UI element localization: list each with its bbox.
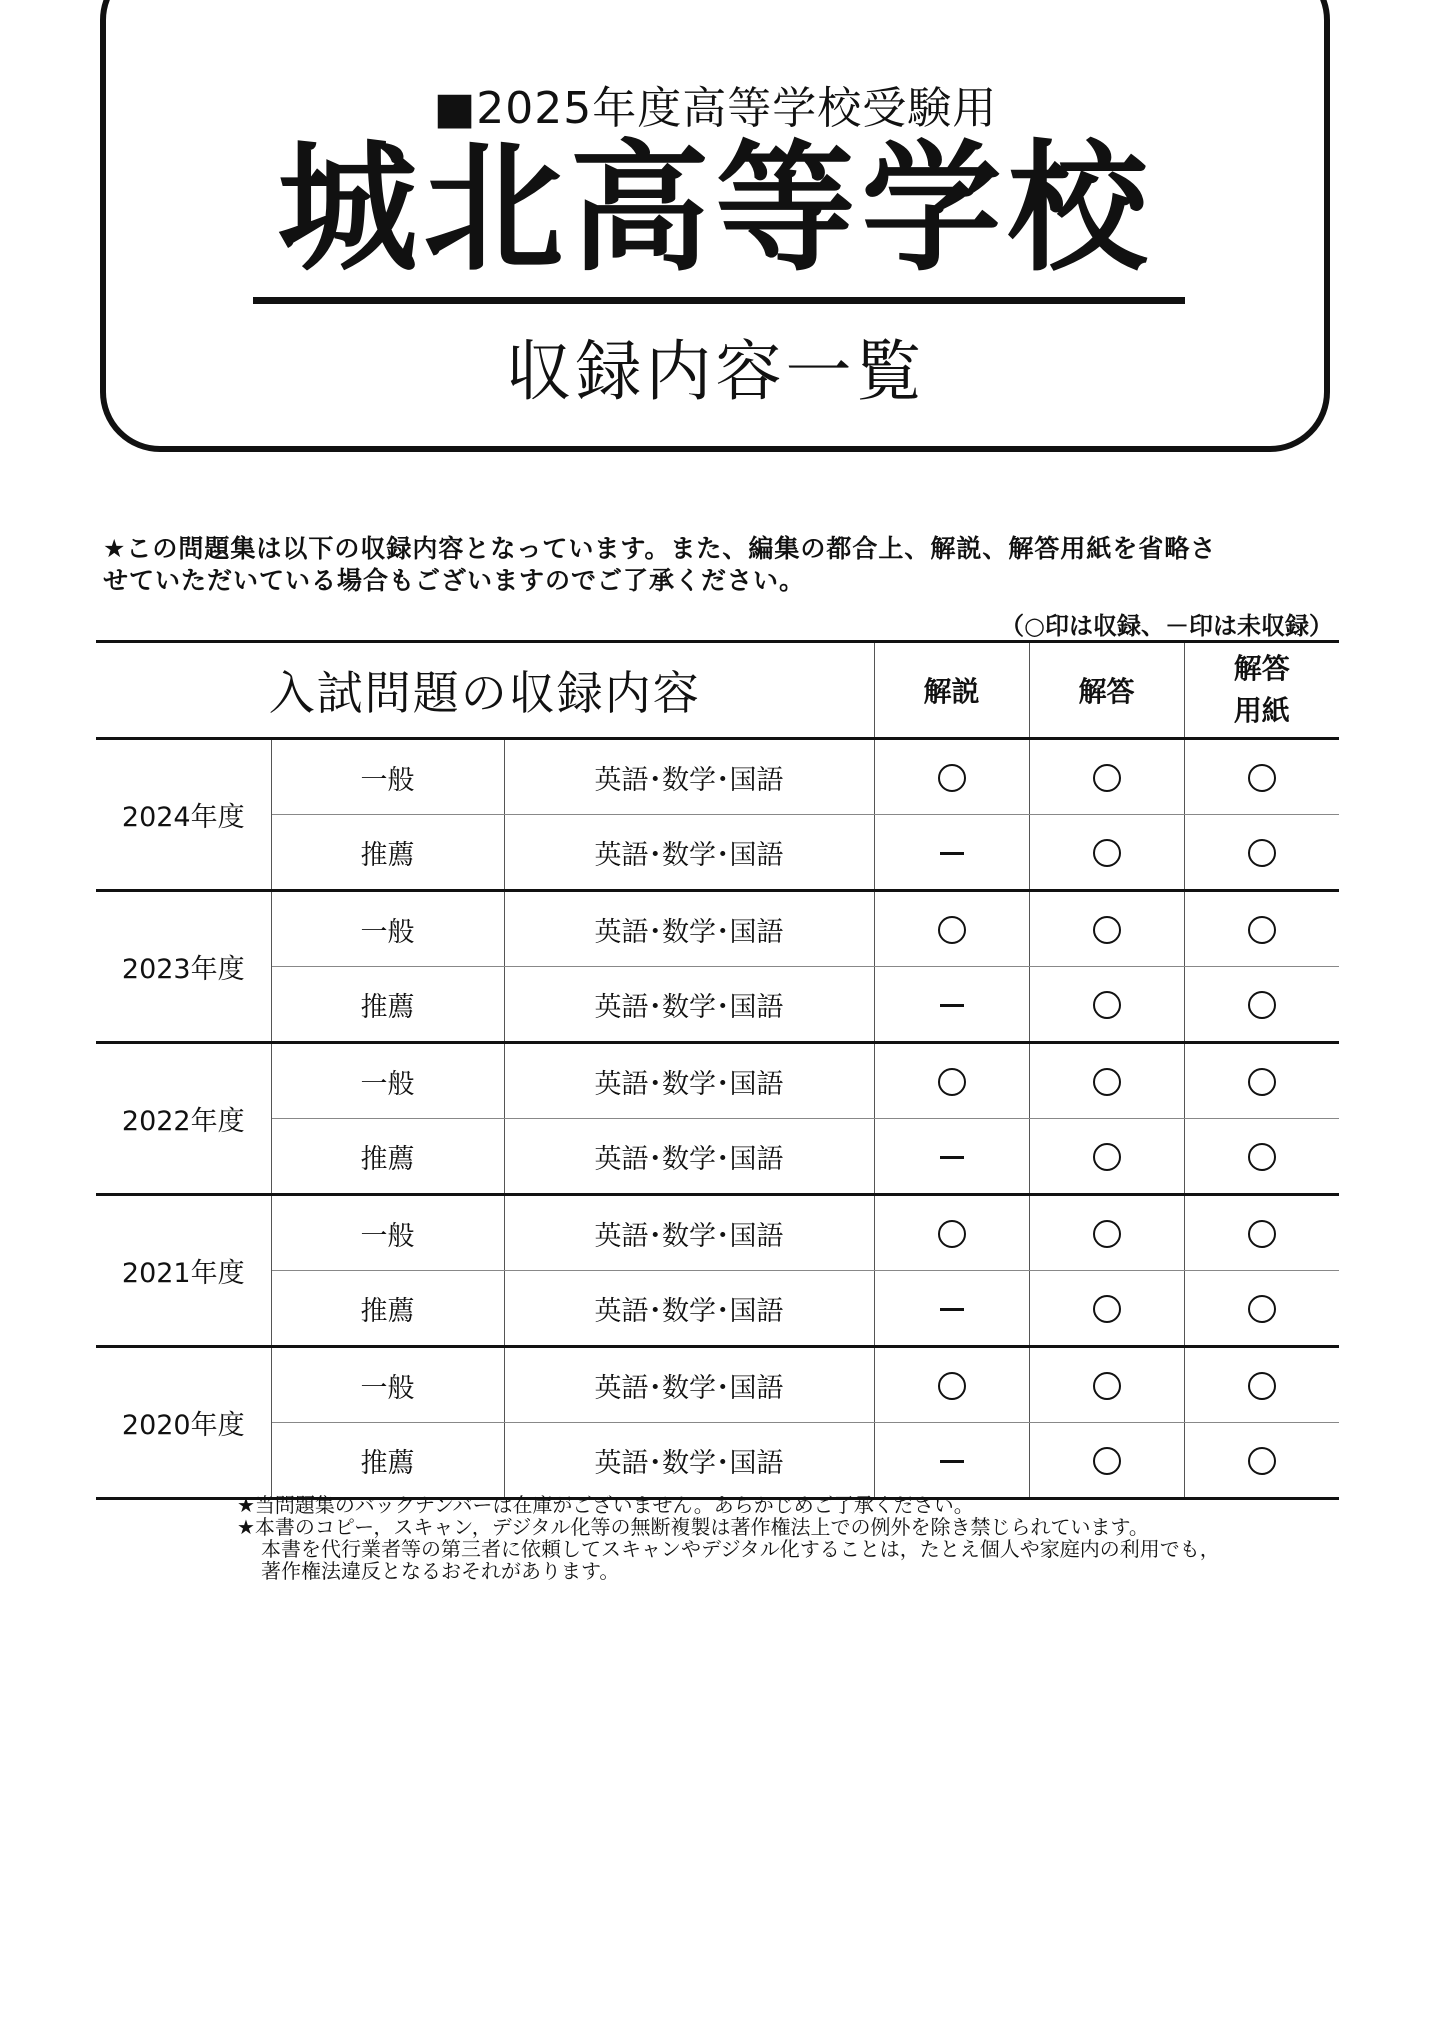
intro-line-1: ★この問題集は以下の収録内容となっています。また、編集の都合上、解説、解答用紙を省略さ (103, 534, 1217, 563)
subjects-cell: 英語･数学･国語 (504, 815, 874, 891)
answer-status-cell (1029, 1347, 1184, 1423)
circle-mark-icon (1248, 1220, 1276, 1248)
subjects-cell: 英語･数学･国語 (504, 1423, 874, 1499)
subjects-cell: 英語･数学･国語 (504, 1271, 874, 1347)
circle-mark-icon (1248, 764, 1276, 792)
col-answer-sheet-header (1184, 642, 1339, 739)
table-row (96, 815, 1339, 891)
subjects-cell: 英語･数学･国語 (504, 1195, 874, 1271)
dash-mark-icon (940, 852, 964, 855)
subjects-cell: 英語･数学･国語 (504, 1043, 874, 1119)
answer-status-cell (1029, 815, 1184, 891)
table-body (96, 739, 1339, 1499)
legend-text: （○印は収録、－印は未収録） (1000, 612, 1333, 640)
footer-notes (237, 1494, 1220, 1582)
sheet-status-cell (1184, 1347, 1339, 1423)
table-row (96, 891, 1339, 967)
sheet-status-cell (1184, 1423, 1339, 1499)
circle-mark-icon (1248, 1143, 1276, 1171)
circle-mark-icon (1248, 1447, 1276, 1475)
answer-status-cell (1029, 891, 1184, 967)
explanation-status-cell (874, 1043, 1029, 1119)
intro-text (103, 533, 1343, 597)
exam-year-subtitle: ■2025年度高等学校受験用 (433, 83, 998, 134)
table-row (96, 1043, 1339, 1119)
circle-mark-icon (1093, 916, 1121, 944)
explanation-status-cell (874, 1195, 1029, 1271)
table-row (96, 1423, 1339, 1499)
exam-type-cell: 推薦 (271, 967, 504, 1043)
sheet-status-cell (1184, 967, 1339, 1043)
explanation-status-cell (874, 967, 1029, 1043)
contents-list-title: 収録内容一覧 (505, 333, 926, 410)
table-row (96, 967, 1339, 1043)
year-cell: 2020年度 (96, 1347, 271, 1499)
circle-mark-icon (938, 916, 966, 944)
sheet-status-cell (1184, 1043, 1339, 1119)
circle-mark-icon (1093, 1220, 1121, 1248)
col-answer-sheet-line1: 解答 (1233, 652, 1290, 685)
answer-status-cell (1029, 1195, 1184, 1271)
sheet-status-cell (1184, 815, 1339, 891)
circle-mark-icon (938, 764, 966, 792)
explanation-status-cell (874, 815, 1029, 891)
sheet-status-cell (1184, 1195, 1339, 1271)
table-header-row (96, 642, 1339, 739)
contents-table (96, 640, 1339, 1500)
exam-type-cell: 推薦 (271, 1271, 504, 1347)
sheet-status-cell (1184, 1119, 1339, 1195)
explanation-status-cell (874, 891, 1029, 967)
explanation-status-cell (874, 739, 1029, 815)
circle-mark-icon (1093, 1372, 1121, 1400)
answer-status-cell (1029, 739, 1184, 815)
subjects-cell: 英語･数学･国語 (504, 1119, 874, 1195)
exam-type-cell: 一般 (271, 739, 504, 815)
col-explanation-header: 解説 (874, 642, 1029, 739)
answer-status-cell (1029, 1119, 1184, 1195)
note-line-4: 著作権法違反となるおそれがあります。 (261, 1559, 620, 1583)
subjects-cell: 英語･数学･国語 (504, 891, 874, 967)
col-answer-sheet-line2: 用紙 (1233, 694, 1290, 727)
explanation-status-cell (874, 1271, 1029, 1347)
exam-type-cell: 一般 (271, 891, 504, 967)
subjects-cell: 英語･数学･国語 (504, 739, 874, 815)
circle-mark-icon (938, 1068, 966, 1096)
subjects-cell: 英語･数学･国語 (504, 967, 874, 1043)
year-cell: 2024年度 (96, 739, 271, 891)
exam-type-cell: 一般 (271, 1347, 504, 1423)
circle-mark-icon (1093, 1295, 1121, 1323)
exam-type-cell: 一般 (271, 1043, 504, 1119)
dash-mark-icon (940, 1004, 964, 1007)
circle-mark-icon (1093, 1447, 1121, 1475)
sheet-status-cell (1184, 891, 1339, 967)
circle-mark-icon (1093, 764, 1121, 792)
circle-mark-icon (1248, 991, 1276, 1019)
title-underline (253, 297, 1185, 304)
exam-type-cell: 推薦 (271, 815, 504, 891)
school-name-title: 城北高等学校 (277, 128, 1154, 291)
circle-mark-icon (1093, 991, 1121, 1019)
year-cell: 2022年度 (96, 1043, 271, 1195)
answer-status-cell (1029, 967, 1184, 1043)
dash-mark-icon (940, 1460, 964, 1463)
intro-line-2: せていただいている場合もございますのでご了承ください。 (103, 566, 806, 595)
circle-mark-icon (938, 1220, 966, 1248)
answer-status-cell (1029, 1423, 1184, 1499)
answer-status-cell (1029, 1271, 1184, 1347)
sheet-status-cell (1184, 1271, 1339, 1347)
circle-mark-icon (1248, 1068, 1276, 1096)
year-cell: 2023年度 (96, 891, 271, 1043)
exam-type-cell: 推薦 (271, 1119, 504, 1195)
table-row (96, 1271, 1339, 1347)
table-row (96, 1195, 1339, 1271)
col-answer-header: 解答 (1029, 642, 1184, 739)
circle-mark-icon (1093, 1068, 1121, 1096)
table-row (96, 739, 1339, 815)
sheet-status-cell (1184, 739, 1339, 815)
circle-mark-icon (938, 1372, 966, 1400)
circle-mark-icon (1248, 1372, 1276, 1400)
subjects-cell: 英語･数学･国語 (504, 1347, 874, 1423)
year-cell: 2021年度 (96, 1195, 271, 1347)
answer-status-cell (1029, 1043, 1184, 1119)
circle-mark-icon (1093, 1143, 1121, 1171)
explanation-status-cell (874, 1423, 1029, 1499)
dash-mark-icon (940, 1156, 964, 1159)
explanation-status-cell (874, 1347, 1029, 1423)
circle-mark-icon (1248, 1295, 1276, 1323)
note-line-1: ★当問題集のバックナンバーは在庫がございません。あらかじめご了承ください。 (237, 1493, 974, 1517)
note-line-3: 本書を代行業者等の第三者に依頼してスキャンやデジタル化することは，たとえ個人や家庭内の利用でも， (261, 1537, 1220, 1561)
circle-mark-icon (1248, 916, 1276, 944)
table-row (96, 1119, 1339, 1195)
explanation-status-cell (874, 1119, 1029, 1195)
exam-type-cell: 一般 (271, 1195, 504, 1271)
circle-mark-icon (1093, 839, 1121, 867)
dash-mark-icon (940, 1308, 964, 1311)
note-line-2: ★本書のコピー，スキャン，デジタル化等の無断複製は著作権法上での例外を除き禁じられています。 (237, 1515, 1149, 1539)
circle-mark-icon (1248, 839, 1276, 867)
table-row (96, 1347, 1339, 1423)
exam-type-cell: 推薦 (271, 1423, 504, 1499)
table-title: 入試問題の収録内容 (96, 642, 874, 739)
